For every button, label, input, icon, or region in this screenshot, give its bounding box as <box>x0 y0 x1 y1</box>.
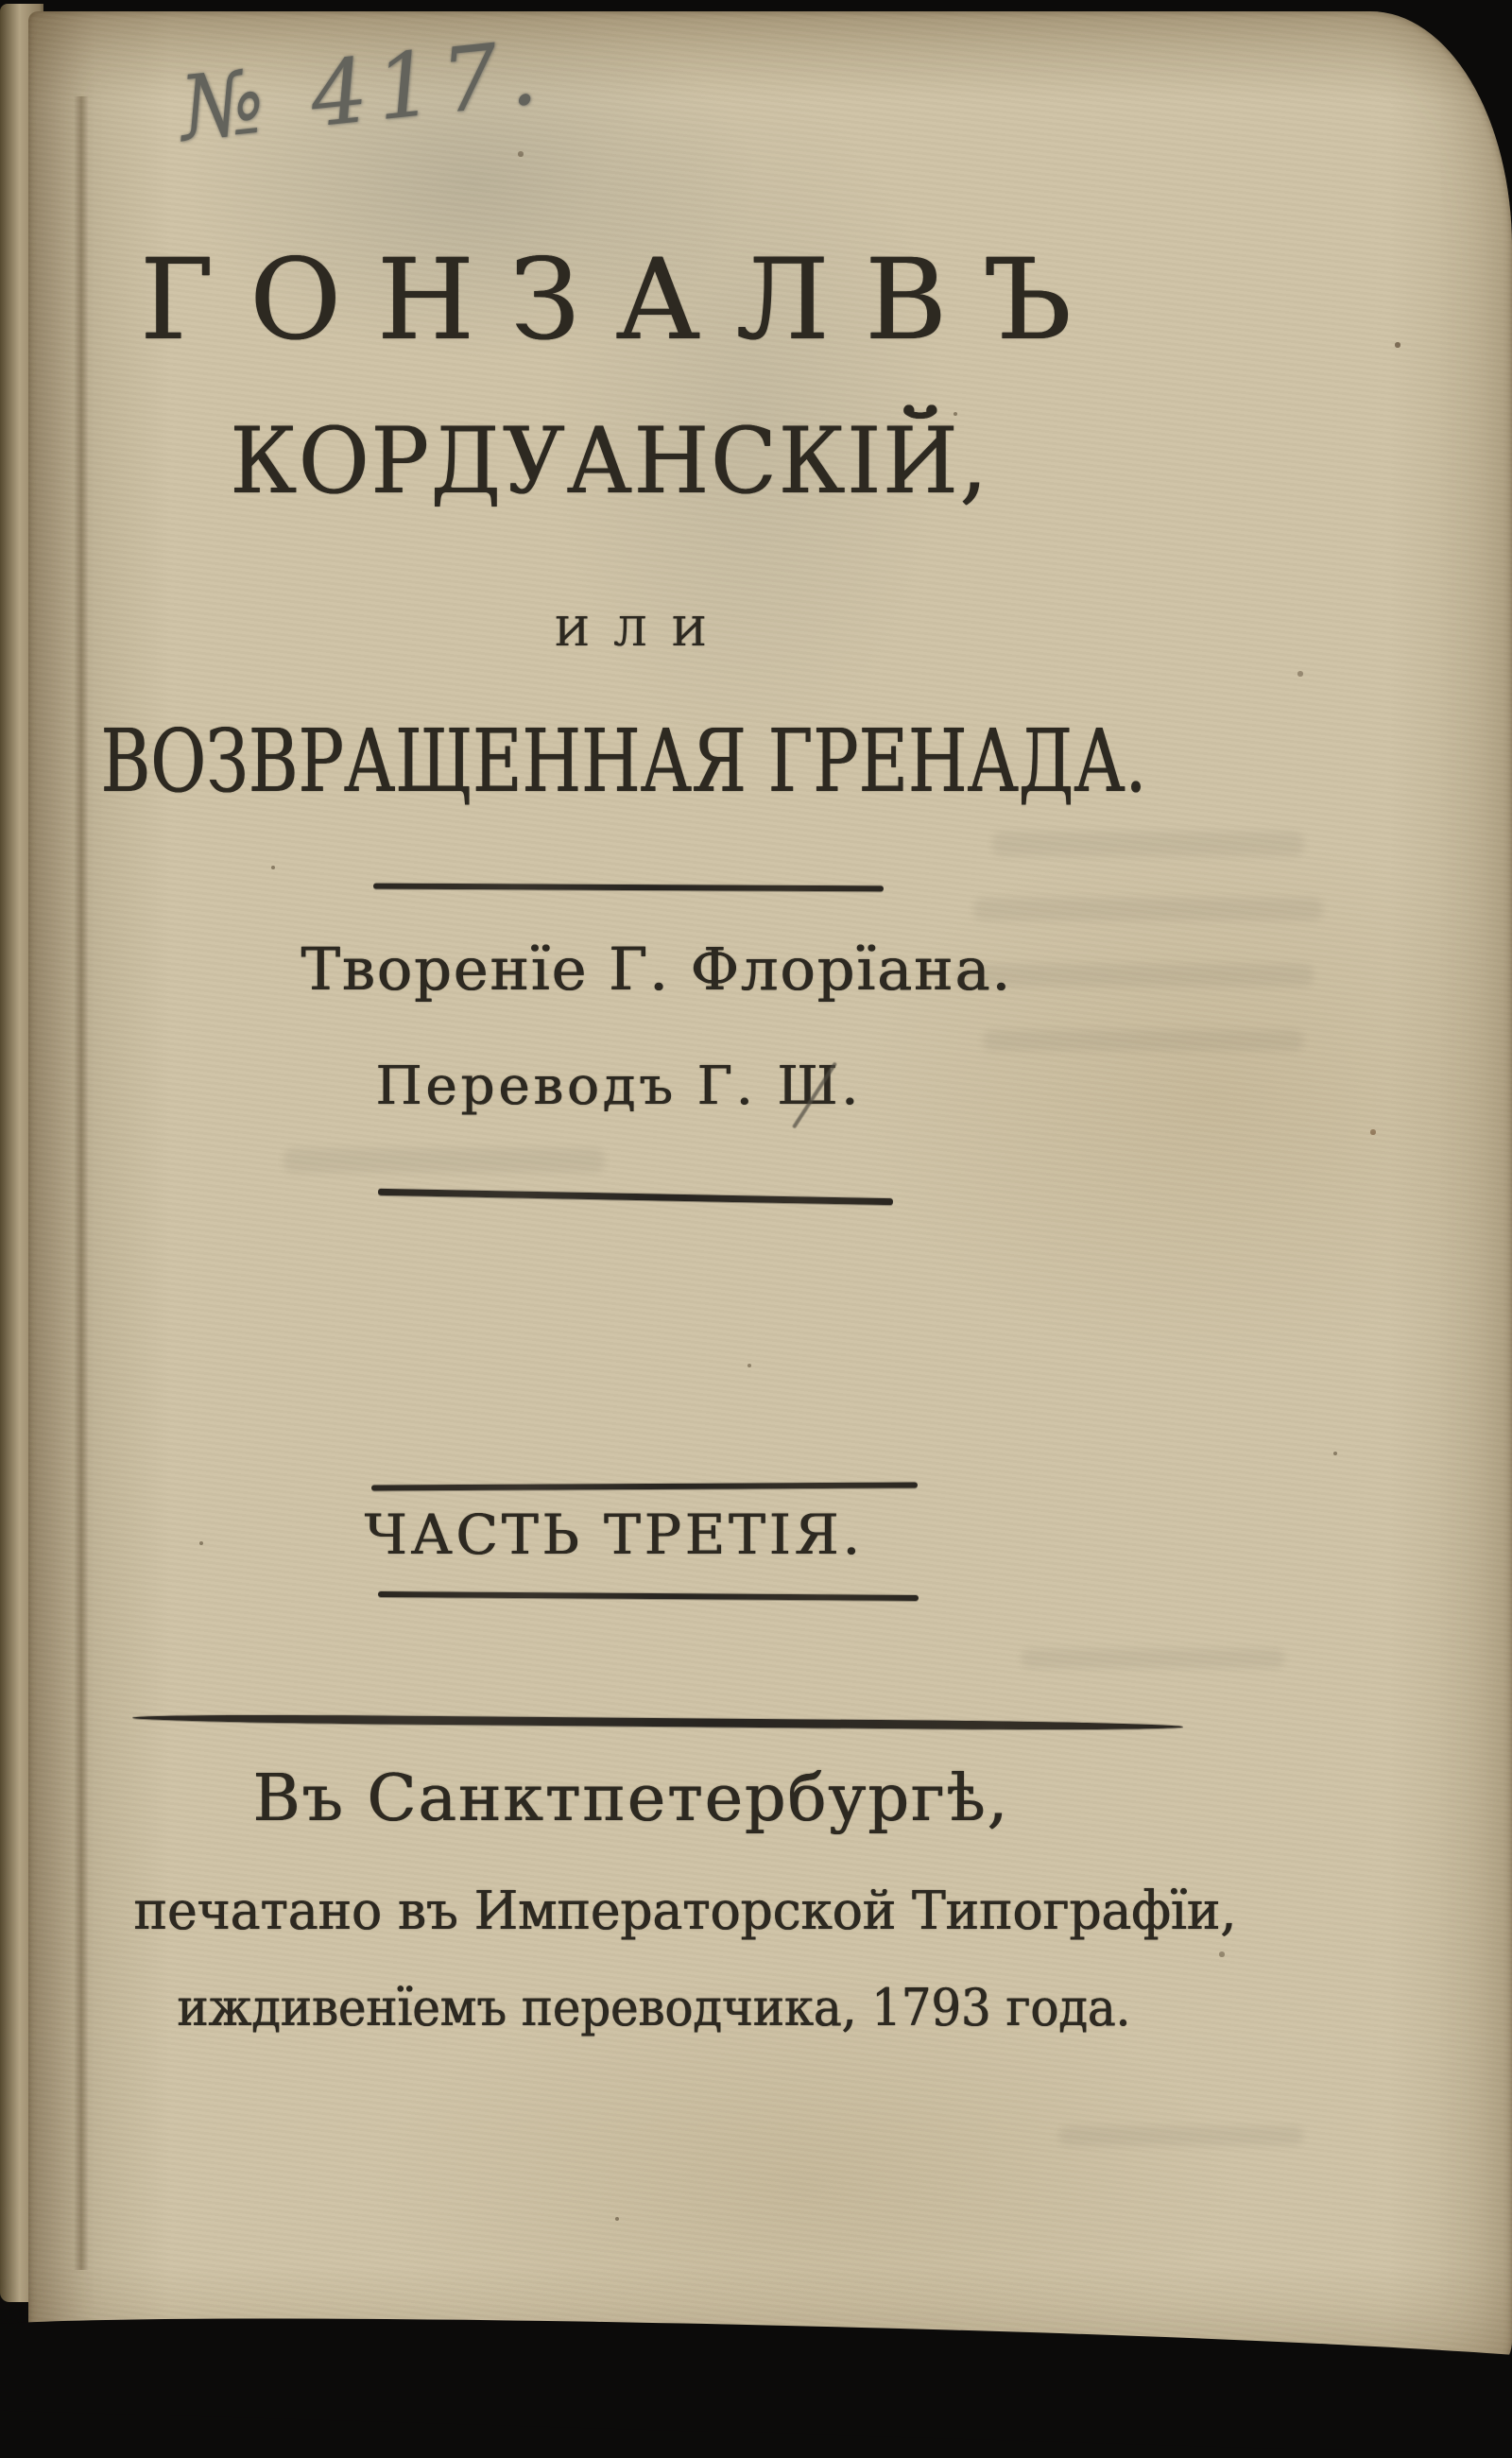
author-line: Творенїе Г. Флорїана. <box>301 935 1013 1004</box>
imprint-funding: иждивенїемъ переводчика, 1793 года. <box>177 1978 1131 2037</box>
gutter-crease <box>74 96 89 2270</box>
book-title-page <box>28 11 1512 2379</box>
ink-showthrough <box>1021 1649 1285 1668</box>
title-line-1: ГОНЗАЛВЪ <box>140 234 1108 365</box>
part-rule-top <box>371 1482 918 1490</box>
paper-specks <box>28 11 30 13</box>
translator-line: Переводъ Г. Ш. <box>375 1056 863 1117</box>
ink-showthrough <box>1058 2126 1304 2145</box>
imprint-city: Въ Санктпетербургѣ, <box>252 1762 1010 1836</box>
divider-rule <box>373 884 884 892</box>
imprint-printer: печатано въ Императорской Типографїи, <box>133 1881 1237 1942</box>
ink-showthrough <box>284 1148 605 1173</box>
handwritten-number: № 417. <box>175 21 551 162</box>
part-rule-bottom <box>378 1591 919 1601</box>
imprint-rule <box>132 1713 1183 1731</box>
ink-showthrough <box>992 832 1304 856</box>
part-label: ЧАСТЬ ТРЕТІЯ. <box>364 1503 865 1567</box>
title-line-2: КОРДУАНСКІЙ, <box>230 408 989 514</box>
ink-showthrough <box>983 1030 1304 1051</box>
title-connector: ИЛИ <box>554 609 731 655</box>
ink-showthrough <box>973 898 1323 920</box>
title-line-3: ВОЗВРАЩЕННАЯ ГРЕНАДА. <box>100 711 1147 812</box>
divider-rule <box>378 1189 893 1205</box>
